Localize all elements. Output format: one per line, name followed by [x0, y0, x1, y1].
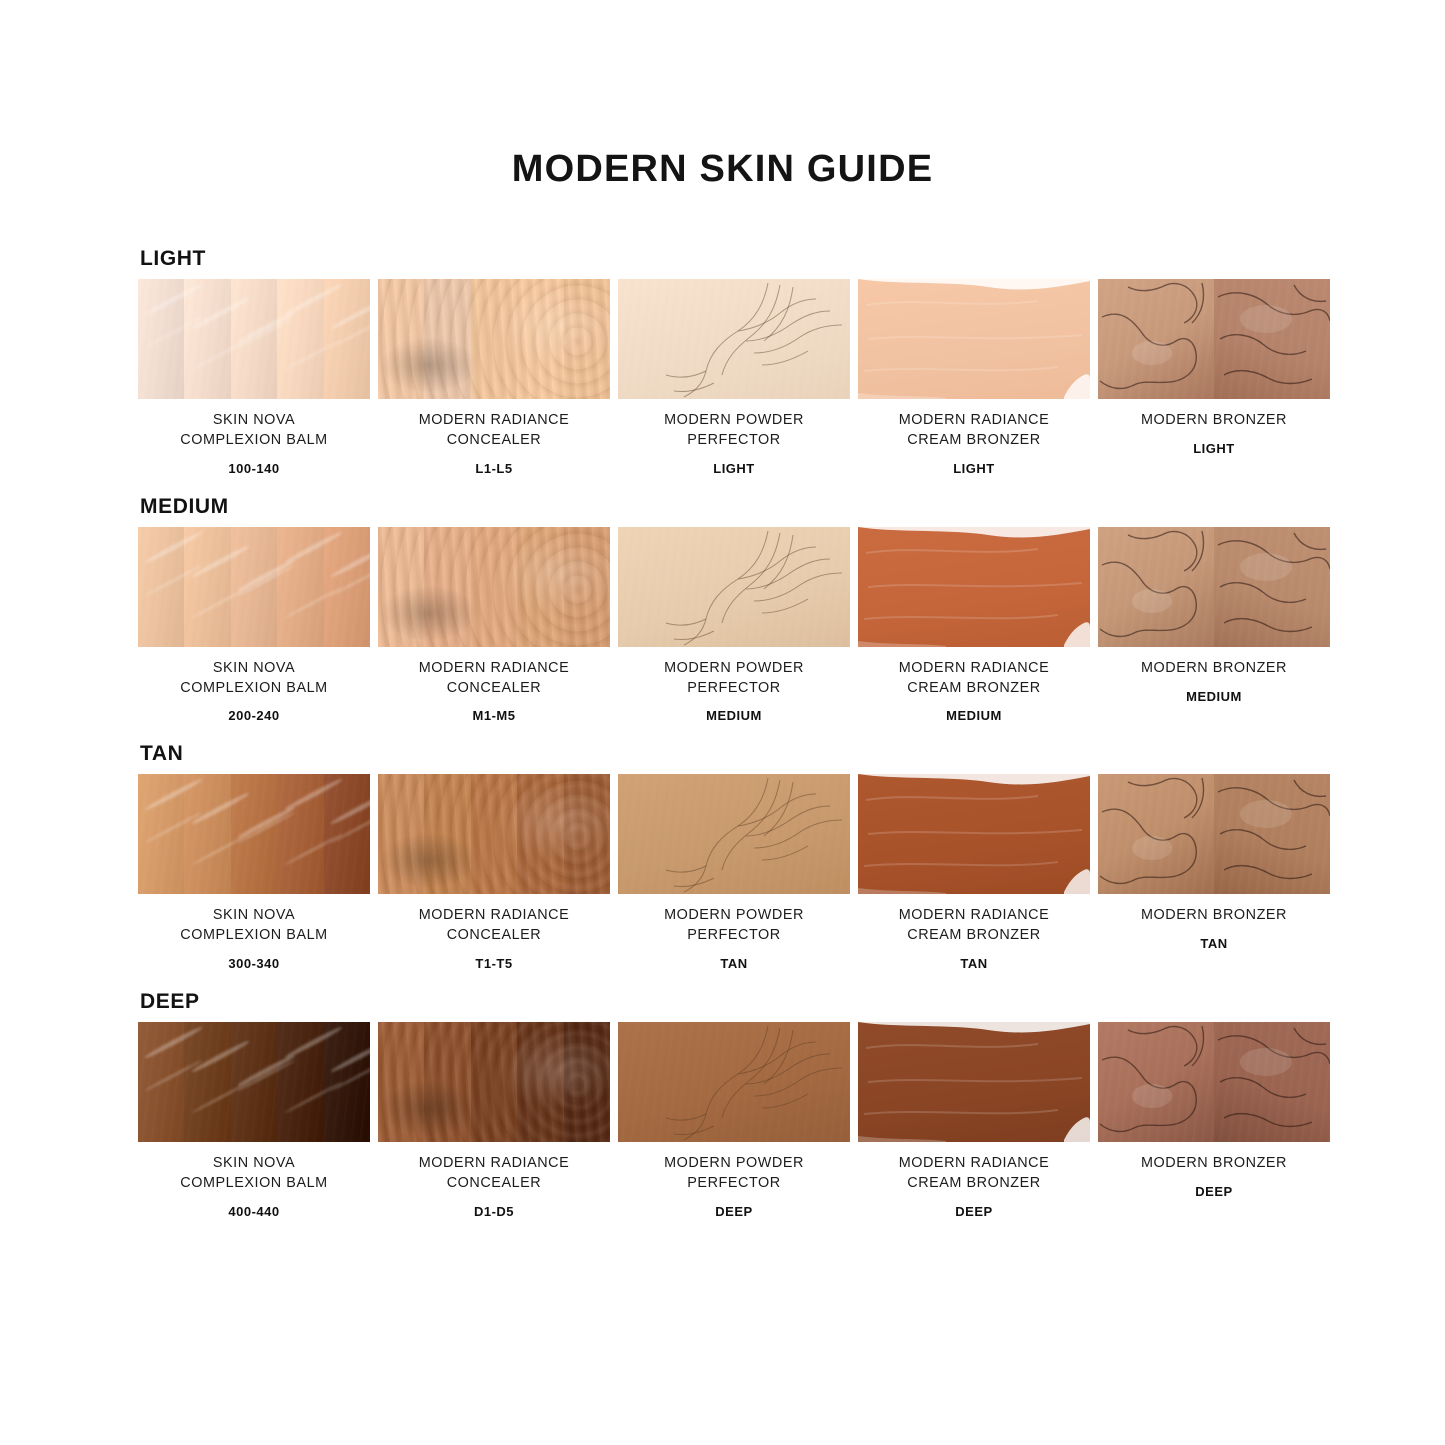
swatch-stripe — [424, 1022, 471, 1142]
product-card[interactable] — [378, 527, 610, 726]
swatch-stripe — [184, 1022, 231, 1142]
swatch-base — [618, 1022, 850, 1142]
product-swatch — [138, 774, 370, 894]
swatch-stripe — [231, 774, 278, 894]
product-card[interactable] — [1098, 527, 1330, 726]
product-name-line-1: MODERN RADIANCE — [418, 907, 570, 924]
product-labels — [180, 411, 327, 478]
swatch-base — [618, 774, 850, 894]
product-name-line-2: CONCEALER — [446, 679, 542, 696]
group-title: MEDIUM — [140, 494, 229, 518]
product-labels — [899, 1154, 1050, 1221]
product-swatch — [858, 527, 1090, 647]
product-shade-range: TAN — [720, 956, 748, 972]
product-shade-range: TAN — [960, 956, 988, 972]
product-name-line-1: MODERN RADIANCE — [418, 412, 570, 428]
swatch-stripe — [424, 527, 471, 647]
product-card[interactable] — [138, 1022, 370, 1221]
shade-groups — [0, 247, 1445, 1221]
product-shade-range: M1-M5 — [472, 708, 516, 724]
product-shade-range: 400-440 — [228, 1203, 280, 1219]
swatch-base — [858, 1022, 1090, 1142]
product-swatch — [618, 774, 850, 894]
product-name-line-1: SKIN NOVA — [212, 907, 296, 924]
product-row — [138, 527, 1307, 726]
shade-group — [138, 495, 1307, 726]
swatch-stripe — [138, 527, 185, 647]
product-name-line-1: MODERN BRONZER — [1140, 659, 1287, 676]
swatch-stripe — [231, 1022, 278, 1142]
swatch-half-left — [1098, 1022, 1215, 1142]
product-card[interactable] — [378, 1022, 610, 1221]
product-swatch — [618, 1022, 850, 1142]
product-labels — [899, 411, 1050, 478]
swatch-stripe — [517, 527, 564, 647]
swatch-base — [858, 279, 1090, 399]
swatch-stripe — [231, 279, 278, 399]
swatch-stripe — [277, 774, 324, 894]
product-swatch — [138, 1022, 370, 1142]
product-swatch — [378, 774, 610, 894]
swatch-stripe — [564, 1022, 610, 1142]
product-row — [138, 1022, 1307, 1221]
product-name-line-2: COMPLEXION BALM — [180, 431, 328, 448]
product-shade-range: LIGHT — [1193, 440, 1235, 456]
product-card[interactable] — [858, 774, 1090, 973]
swatch-stripe — [378, 279, 425, 399]
product-labels — [1141, 906, 1287, 953]
group-title: TAN — [140, 742, 184, 766]
product-swatch — [138, 527, 370, 647]
product-swatch — [1098, 527, 1330, 647]
swatch-stripe — [138, 774, 185, 894]
product-name-line-2: COMPLEXION BALM — [180, 1174, 328, 1191]
product-name-line-1: MODERN RADIANCE — [898, 907, 1050, 924]
product-swatch — [378, 527, 610, 647]
product-swatch — [1098, 1022, 1330, 1142]
product-labels — [664, 411, 804, 478]
product-card[interactable] — [1098, 1022, 1330, 1221]
product-swatch — [858, 1022, 1090, 1142]
product-shade-range: LIGHT — [953, 460, 995, 476]
swatch-stripe — [471, 527, 518, 647]
swatch-half-right — [1214, 1022, 1330, 1142]
product-labels — [1141, 1154, 1287, 1201]
swatch-base — [858, 774, 1090, 894]
swatch-stripe — [378, 1022, 425, 1142]
product-name-line-2: CREAM BRONZER — [907, 679, 1041, 696]
swatch-stripe — [231, 527, 278, 647]
product-card[interactable] — [378, 279, 610, 478]
product-card[interactable] — [138, 527, 370, 726]
product-swatch — [138, 279, 370, 399]
product-name-line-2: COMPLEXION BALM — [180, 927, 328, 944]
swatch-stripe — [424, 279, 471, 399]
swatch-half-left — [1098, 774, 1215, 894]
product-name-line-1: MODERN RADIANCE — [898, 412, 1050, 428]
product-labels — [899, 906, 1050, 973]
product-swatch — [618, 279, 850, 399]
swatch-stripe — [424, 774, 471, 894]
product-name-line-2: PERFECTOR — [687, 431, 781, 448]
product-name-line-2: CREAM BRONZER — [907, 431, 1041, 448]
swatch-stripe — [517, 774, 564, 894]
product-name-line-1: MODERN RADIANCE — [418, 1155, 570, 1172]
product-swatch — [378, 1022, 610, 1142]
product-name-line-2: PERFECTOR — [687, 679, 781, 696]
product-name-line-1: MODERN BRONZER — [1140, 1155, 1287, 1172]
product-name-line-2: CONCEALER — [446, 1174, 542, 1191]
product-shade-range: TAN — [1200, 936, 1228, 952]
product-name-line-2: COMPLEXION BALM — [180, 679, 328, 696]
product-shade-range: MEDIUM — [946, 708, 1002, 724]
product-labels — [899, 659, 1050, 726]
product-shade-range: 300-340 — [228, 956, 280, 972]
product-card[interactable] — [858, 279, 1090, 478]
swatch-stripe — [378, 527, 425, 647]
product-row — [138, 279, 1307, 478]
product-name-line-1: MODERN RADIANCE — [898, 659, 1050, 676]
swatch-stripe — [277, 527, 324, 647]
product-card[interactable] — [1098, 774, 1330, 973]
product-card[interactable] — [378, 774, 610, 973]
product-labels — [664, 906, 804, 973]
product-swatch — [858, 279, 1090, 399]
swatch-stripe — [517, 279, 564, 399]
product-labels — [180, 1154, 327, 1221]
shade-group — [138, 990, 1307, 1221]
swatch-stripe — [378, 774, 425, 894]
product-name-line-1: MODERN POWDER — [664, 412, 804, 428]
product-card[interactable] — [1098, 279, 1330, 478]
product-name-line-1: MODERN RADIANCE — [898, 1155, 1050, 1172]
product-name-line-2: CREAM BRONZER — [907, 1174, 1041, 1191]
product-name-line-1: SKIN NOVA — [212, 1155, 296, 1172]
product-card[interactable] — [858, 1022, 1090, 1221]
product-labels — [419, 1154, 570, 1221]
product-name-line-2: PERFECTOR — [687, 927, 781, 944]
product-labels — [1141, 659, 1287, 706]
swatch-stripe — [471, 774, 518, 894]
product-shade-range: 200-240 — [228, 708, 280, 724]
product-card[interactable] — [138, 774, 370, 973]
group-title: LIGHT — [140, 247, 206, 270]
swatch-stripe — [324, 527, 370, 647]
product-swatch — [618, 527, 850, 647]
product-labels — [1141, 411, 1287, 458]
swatch-stripe — [564, 527, 610, 647]
swatch-stripe — [564, 279, 610, 399]
product-name-line-1: MODERN RADIANCE — [418, 659, 570, 676]
product-name-line-1: MODERN POWDER — [664, 1155, 804, 1172]
product-name-line-2: CONCEALER — [446, 927, 542, 944]
swatch-half-right — [1214, 527, 1330, 647]
swatch-stripe — [277, 279, 324, 399]
product-card[interactable] — [618, 774, 850, 973]
swatch-stripe — [471, 279, 518, 399]
product-name-line-1: MODERN BRONZER — [1140, 907, 1287, 924]
swatch-stripe — [517, 1022, 564, 1142]
swatch-stripe — [184, 279, 231, 399]
product-swatch — [858, 774, 1090, 894]
product-labels — [664, 659, 804, 726]
product-name-line-2: CONCEALER — [446, 431, 542, 448]
product-name-line-1: MODERN POWDER — [664, 907, 804, 924]
product-card[interactable] — [858, 527, 1090, 726]
swatch-stripe — [324, 774, 370, 894]
swatch-half-left — [1098, 527, 1215, 647]
product-card[interactable] — [618, 1022, 850, 1221]
swatch-stripe — [184, 774, 231, 894]
group-title: DEEP — [140, 990, 200, 1014]
product-shade-range: DEEP — [1195, 1183, 1233, 1199]
product-shade-range: T1-T5 — [475, 956, 513, 972]
product-swatch — [378, 279, 610, 399]
swatch-base — [858, 527, 1090, 647]
swatch-stripe — [277, 1022, 324, 1142]
product-labels — [180, 906, 327, 973]
swatch-base — [618, 279, 850, 399]
product-name-line-1: SKIN NOVA — [212, 412, 296, 428]
product-labels — [180, 659, 327, 726]
swatch-half-right — [1214, 774, 1330, 894]
swatch-half-left — [1098, 279, 1215, 399]
swatch-stripe — [324, 1022, 370, 1142]
swatch-stripe — [184, 527, 231, 647]
product-swatch — [1098, 279, 1330, 399]
product-labels — [664, 1154, 804, 1221]
product-shade-range: MEDIUM — [1186, 688, 1242, 704]
swatch-stripe — [138, 1022, 185, 1142]
product-name-line-2: CREAM BRONZER — [907, 927, 1041, 944]
product-card[interactable] — [618, 527, 850, 726]
swatch-stripe — [138, 279, 185, 399]
product-shade-range: L1-L5 — [475, 460, 513, 476]
product-shade-range: 100-140 — [228, 460, 280, 476]
product-shade-range: LIGHT — [713, 460, 755, 476]
swatch-base — [618, 527, 850, 647]
product-labels — [419, 659, 570, 726]
product-card[interactable] — [138, 279, 370, 478]
product-name-line-1: SKIN NOVA — [212, 659, 296, 676]
product-row — [138, 774, 1307, 973]
shade-group — [138, 742, 1307, 973]
product-labels — [419, 906, 570, 973]
product-card[interactable] — [618, 279, 850, 478]
shade-group — [138, 247, 1307, 478]
product-shade-range: MEDIUM — [706, 708, 762, 724]
product-labels — [419, 411, 570, 478]
swatch-stripe — [471, 1022, 518, 1142]
swatch-half-right — [1214, 279, 1330, 399]
product-name-line-2: PERFECTOR — [687, 1174, 781, 1191]
swatch-stripe — [324, 279, 370, 399]
page-title: MODERN SKIN GUIDE — [511, 148, 934, 190]
product-name-line-1: MODERN BRONZER — [1140, 412, 1287, 428]
product-shade-range: DEEP — [715, 1203, 753, 1219]
product-swatch — [1098, 774, 1330, 894]
product-shade-range: D1-D5 — [473, 1203, 515, 1219]
product-shade-range: DEEP — [955, 1203, 993, 1219]
product-name-line-1: MODERN POWDER — [664, 659, 804, 676]
swatch-stripe — [564, 774, 610, 894]
